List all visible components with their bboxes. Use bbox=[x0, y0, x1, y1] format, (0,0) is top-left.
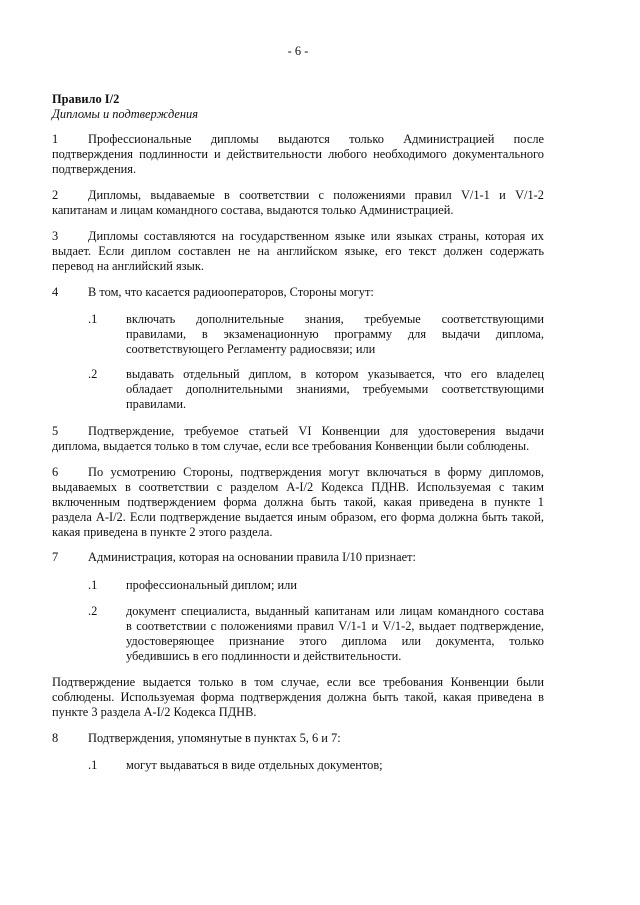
paragraph-number: 4 bbox=[52, 285, 59, 299]
subitem-line: удостоверяющее признание этого диплома или документа, только bbox=[126, 634, 544, 648]
subitem-4-1 bbox=[88, 312, 544, 357]
paragraph-number: 8 bbox=[52, 731, 59, 745]
paragraph-3 bbox=[52, 229, 544, 274]
paragraph-line: Профессиональные дипломы выдаются только Администрацией после bbox=[88, 132, 544, 146]
paragraph-line: выдает. Если диплом составлен не на английском языке, его текст должен содержать bbox=[52, 244, 544, 258]
paragraph-line: какая приведена в пункте 2 этого раздела. bbox=[52, 525, 273, 539]
page-number: - 6 - bbox=[287, 44, 309, 58]
paragraph-7-continuation bbox=[52, 675, 544, 720]
subitem-number: .1 bbox=[88, 312, 98, 326]
paragraph-line: Дипломы, выдаваемые в соответствии с положениями правил V/1-1 и V/1-2 bbox=[88, 188, 544, 202]
paragraph-number: 3 bbox=[52, 229, 59, 243]
subitem-4-2 bbox=[88, 367, 544, 412]
paragraph-line: диплома, выдается только в том случае, если все требования Конвенции были соблюдены. bbox=[52, 439, 530, 453]
paragraph-4 bbox=[52, 285, 544, 300]
paragraph-line: По усмотрению Стороны, подтверждения могут включаться в форму дипломов, bbox=[88, 465, 544, 479]
subitem-line: включать дополнительные знания, требуемые соответствующими bbox=[126, 312, 544, 326]
subitem-number: .2 bbox=[88, 604, 98, 618]
subitem-line: документ специалиста, выданный капитанам или лицам командного состава bbox=[126, 604, 544, 618]
subitem-line: убедившись в его подлинности и действительности. bbox=[126, 649, 402, 663]
paragraph-line: Администрация, которая на основании правила I/10 признает: bbox=[88, 550, 416, 564]
paragraph-number: 7 bbox=[52, 550, 59, 564]
paragraph-line: выдаваемых в соответствии с разделом А-I/2 Кодекса ПДНВ. Используемая с таким bbox=[52, 480, 544, 494]
paragraph-8 bbox=[52, 731, 544, 746]
subitem-line: в соответствии с положениями правил V/1-1 и V/1-2, выдает подтверждение, bbox=[126, 619, 544, 633]
subitem-7-2 bbox=[88, 604, 544, 664]
paragraph-line: В том, что касается радиооператоров, Стороны могут: bbox=[88, 285, 374, 299]
paragraph-number: 2 bbox=[52, 188, 59, 202]
paragraph-line: подтверждения подлинности и действительности любого необходимого документального bbox=[52, 147, 544, 161]
paragraph-7 bbox=[52, 550, 544, 565]
subitem-number: .1 bbox=[88, 758, 98, 772]
paragraph-line: включенным подтверждением форма должна быть такой, какая приведена в пункте 1 bbox=[52, 495, 544, 509]
paragraph-line: Подтверждения, упомянутые в пунктах 5, 6 и 7: bbox=[88, 731, 341, 745]
paragraph-number: 1 bbox=[52, 132, 59, 146]
subitem-line: правилами. bbox=[126, 397, 187, 411]
subitem-8-1 bbox=[88, 758, 544, 773]
paragraph-line: перевод на английский язык. bbox=[52, 259, 205, 273]
subitem-line: профессиональный диплом; или bbox=[126, 578, 297, 592]
subitem-number: .1 bbox=[88, 578, 98, 592]
paragraph-line: раздела А-I/2. Если подтверждение выдается иным образом, его форма должна быть такой, bbox=[52, 510, 544, 524]
paragraph-line: капитанам и лицам командного состава, выдаются только Администрацией. bbox=[52, 203, 454, 217]
paragraph-line: пункте 3 раздела А-I/2 Кодекса ПДНВ. bbox=[52, 705, 257, 719]
rule-title: Правило I/2 bbox=[52, 92, 120, 106]
paragraph-line: Подтверждение, требуемое статьей VI Конвенции для удостоверения выдачи bbox=[88, 424, 544, 438]
subitem-line: выдавать отдельный диплом, в котором указывается, что его владелец bbox=[126, 367, 544, 381]
paragraph-6 bbox=[52, 465, 544, 540]
paragraph-line: соблюдены. Используемая форма подтверждения должна быть такой, какая приведена в bbox=[52, 690, 544, 704]
subitem-7-1 bbox=[88, 578, 544, 593]
paragraph-number: 6 bbox=[52, 465, 59, 479]
subitem-line: соответствующего Регламенту радиосвязи; или bbox=[126, 342, 376, 356]
paragraph-number: 5 bbox=[52, 424, 59, 438]
paragraph-line: Дипломы составляются на государственном языке или языках страны, которая их bbox=[88, 229, 544, 243]
paragraph-line: Подтверждение выдается только в том случае, если все требования Конвенции были bbox=[52, 675, 544, 689]
paragraph-line: подтверждения. bbox=[52, 162, 137, 176]
paragraph-1 bbox=[52, 132, 544, 177]
paragraph-5 bbox=[52, 424, 544, 454]
subitem-line: обладает дополнительными знаниями, требуемыми соответствующими bbox=[126, 382, 544, 396]
subitem-line: правилами, в экзаменационную программу для выдачи диплома, bbox=[126, 327, 544, 341]
paragraph-2 bbox=[52, 188, 544, 218]
subitem-number: .2 bbox=[88, 367, 98, 381]
subitem-line: могут выдаваться в виде отдельных документов; bbox=[126, 758, 383, 772]
rule-subtitle: Дипломы и подтверждения bbox=[52, 107, 198, 121]
